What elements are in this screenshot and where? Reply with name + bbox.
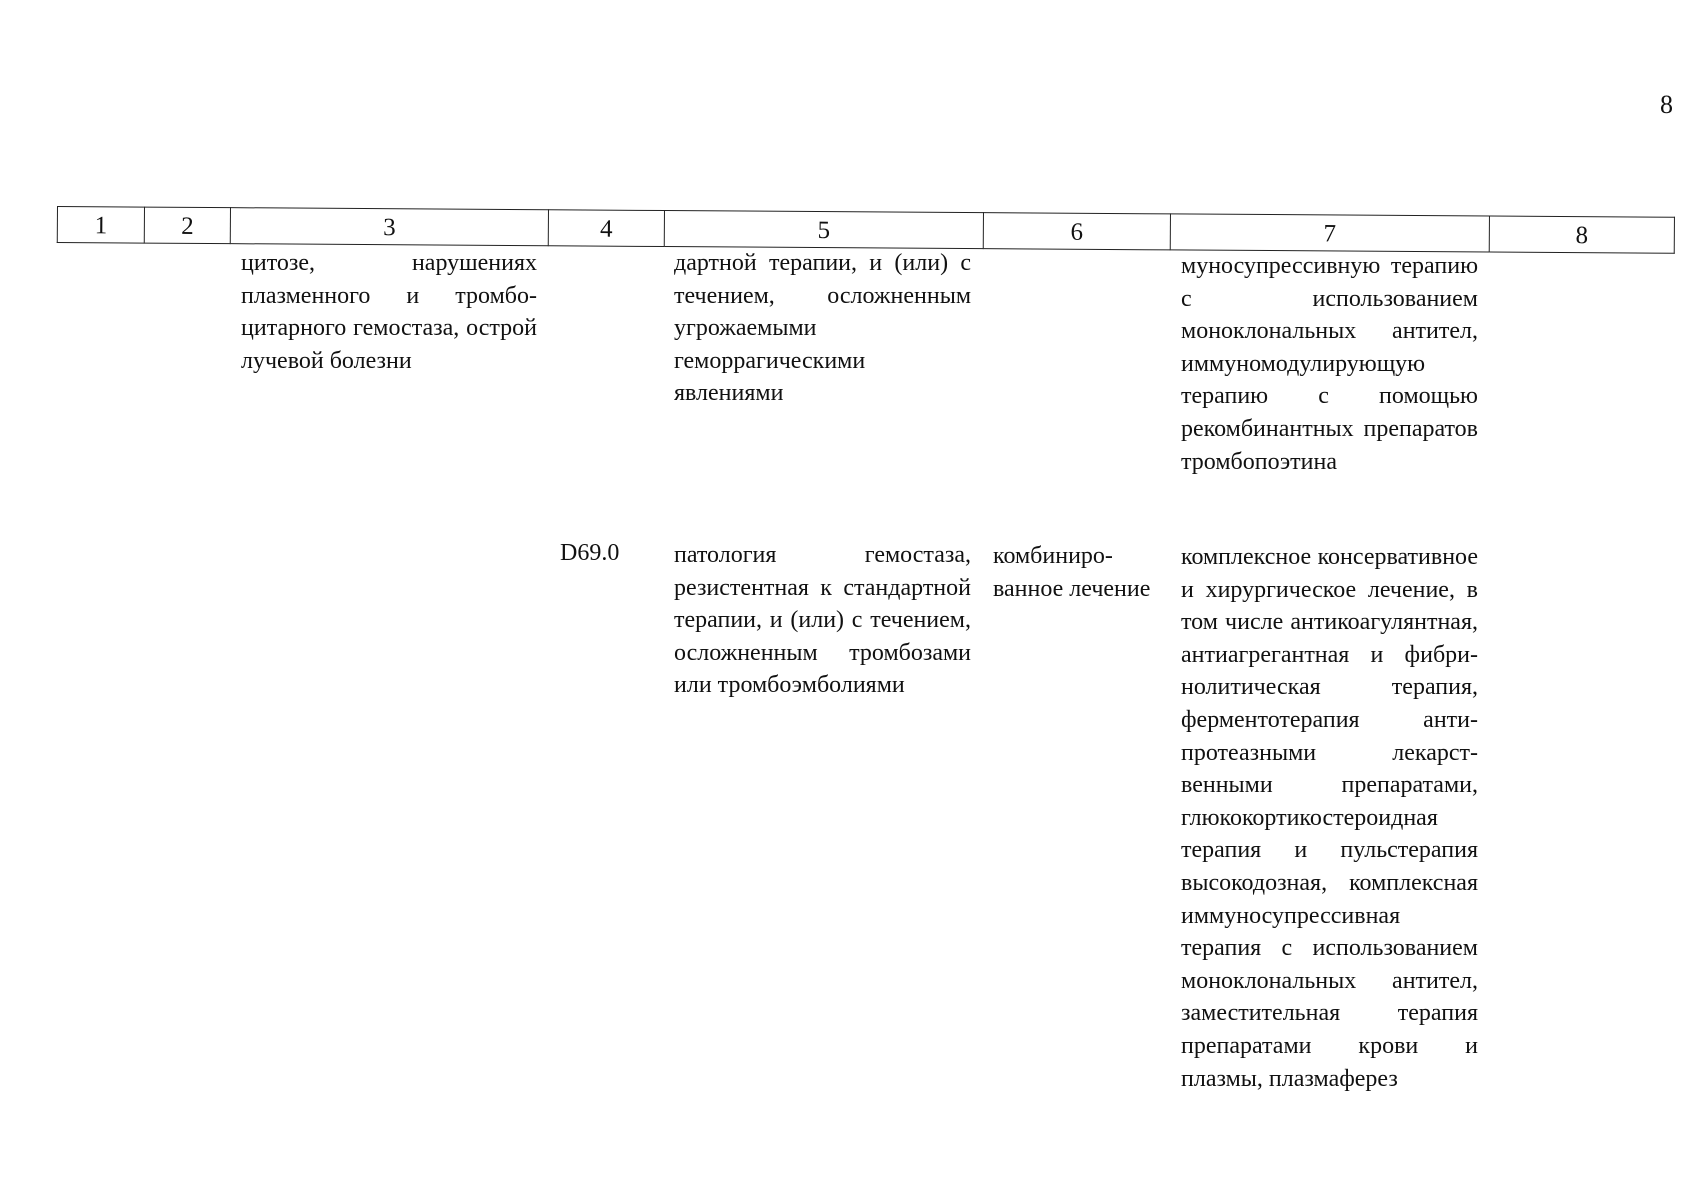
header-col-3: 3	[230, 208, 548, 246]
header-col-2: 2	[144, 207, 230, 244]
page-number: 8	[1660, 90, 1673, 119]
row-2-patient-model-cell: патология гемостаза, резистентная к стандартной терапии, и (или) с течением, осложненным тромбозами или тромбоэмболиями	[674, 542, 971, 699]
header-col-5: 5	[664, 211, 983, 249]
row-2-treatment-type-cell: комбинированное лечение	[993, 543, 1151, 602]
row-2-treatment-method-cell: комплексное консервативное и хирургическое лечение, в том числе антикоагулянтная, антиагрегантная и фибринолитическая терапия, ферментотерапия антипротеазными лекарственными препаратами, глюкокортикостероидная терапия и пульстерапия высокодозная, комплексная иммуносупрессивная терапия с использованием моноклональных антител, заместительная терапия препаратами крови и плазмы, плазмаферез	[1181, 544, 1478, 1092]
row-2-icd-code-cell: D69.0	[560, 540, 620, 566]
header-col-6: 6	[983, 213, 1170, 250]
row-1-treatment-method-cell: муносупрессивную терапию с использованием моноклональных антител, иммуномодулирующую терапию с помощью рекомбинантных препаратов тромбопоэтина	[1181, 253, 1478, 475]
header-col-7: 7	[1170, 214, 1489, 252]
row-1-diagnosis-cell: цитозе, нарушениях плазменного и тромбоцитарного гемостаза, острой лучевой болезни	[241, 250, 537, 374]
header-col-8: 8	[1489, 216, 1674, 253]
header-col-4: 4	[548, 210, 664, 247]
row-1-patient-model-cell: дартной терапии, и (или) с течением, осложненным угрожаемыми геморрагическими явлениями	[674, 250, 971, 407]
header-col-1: 1	[57, 207, 144, 244]
